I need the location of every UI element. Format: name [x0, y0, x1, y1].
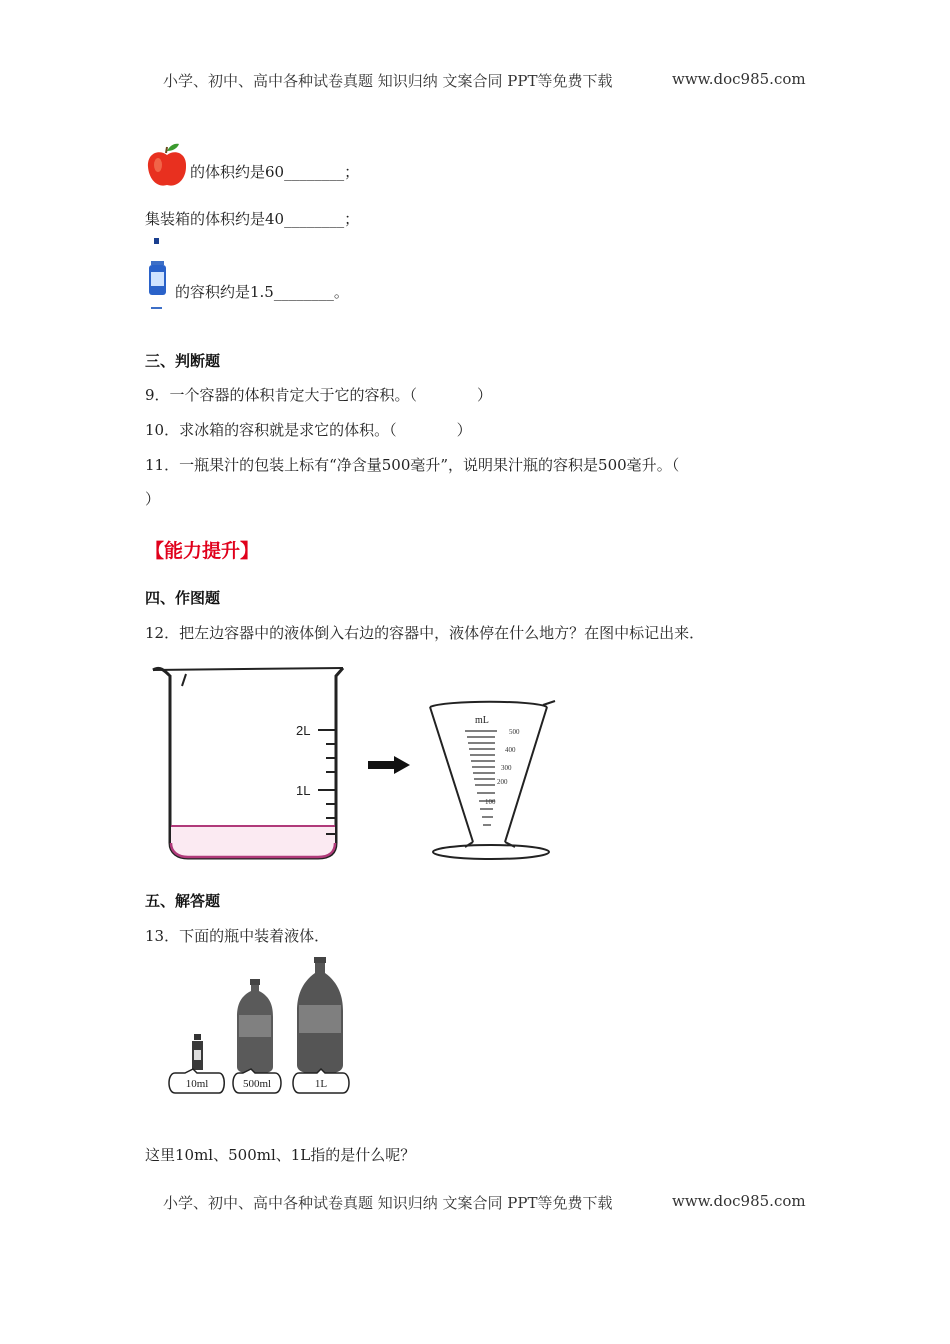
question-13-prompt: 这里10ml、500ml、1L指的是什么呢？: [145, 1146, 416, 1164]
question-12: 12．把左边容器中的液体倒入右边的容器中，液体停在什么地方？在图中标记出来．: [145, 624, 705, 642]
bottles-figure: [163, 955, 363, 1103]
cylinder-unit-label: mL: [475, 715, 489, 726]
beaker-label-1l: 1L: [296, 783, 311, 798]
beaker-figure: [148, 658, 358, 863]
bottle-label-10ml: 10ml: [185, 1078, 209, 1090]
section3-title: 三、判断题: [145, 352, 221, 370]
bottle-label-1l: 1L: [314, 1078, 328, 1090]
arrow-right-icon: [368, 756, 410, 774]
cylinder-tick-300: 300: [501, 764, 512, 772]
footer-url: www.doc985.com: [672, 1192, 806, 1210]
question-11-close: ）: [145, 490, 161, 508]
question-13: 13．下面的瓶中装着液体．: [145, 927, 330, 945]
fill-blank-container: 集装箱的体积约是40________；: [145, 210, 360, 228]
measuring-cylinder-figure: [425, 697, 560, 867]
water-bottle-icon: [145, 236, 169, 310]
footer-text: 小学、初中、高中各种试卷真题 知识归纳 文案合同 PPT等免费下载: [163, 1194, 613, 1212]
section5-title: 五、解答题: [145, 892, 221, 910]
header-text: 小学、初中、高中各种试卷真题 知识归纳 文案合同 PPT等免费下载: [163, 72, 613, 90]
beaker-label-2l: 2L: [296, 723, 311, 738]
cylinder-tick-200: 200: [497, 778, 508, 786]
fill-blank-apple: 的体积约是60________；: [190, 163, 360, 181]
cylinder-tick-100: 100: [485, 798, 496, 806]
ability-heading: 【能力提升】: [145, 540, 260, 562]
section4-title: 四、作图题: [145, 589, 221, 607]
cylinder-tick-500: 500: [509, 728, 520, 736]
question-9: 9．一个容器的体积肯定大于它的容积。（ ）: [145, 386, 493, 404]
bottle-label-500ml: 500ml: [242, 1078, 272, 1090]
header-url: www.doc985.com: [672, 70, 806, 88]
question-11: 11．一瓶果汁的包装上标有“净含量500毫升”，说明果汁瓶的容积是500毫升。（: [145, 456, 680, 474]
apple-icon: [145, 143, 189, 189]
question-10: 10．求冰箱的容积就是求它的体积。（ ）: [145, 421, 472, 439]
fill-blank-bottle: 的容积约是1.5________。: [175, 283, 349, 301]
cylinder-tick-400: 400: [505, 746, 516, 754]
